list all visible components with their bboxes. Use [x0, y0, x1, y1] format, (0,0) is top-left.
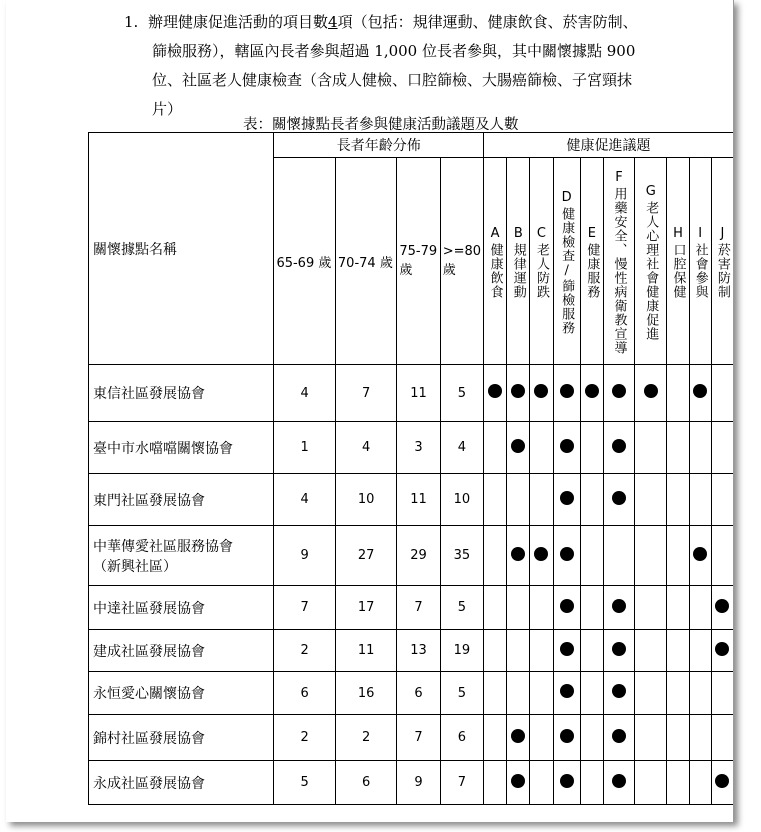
participation-dot-icon: [715, 599, 729, 613]
topic-header-stack: [713, 224, 732, 299]
topic-letter: F: [615, 169, 623, 185]
intro-line-1: [124, 8, 684, 37]
topic-label: 健康服務: [584, 242, 600, 299]
age-count-cell: 11: [397, 474, 440, 526]
intro-line1-pre: 辦理健康促進活動的項目數: [148, 13, 329, 31]
center-name-cell: [89, 474, 274, 526]
participation-dot-icon: [612, 774, 626, 788]
table-row: [89, 526, 734, 586]
participation-dot-icon: [612, 729, 626, 743]
topic-cell: [603, 422, 634, 474]
topic-column-header: [580, 158, 603, 365]
topic-cell: [530, 422, 553, 474]
participation-dot-icon: [693, 384, 707, 398]
topic-cell: [689, 630, 711, 672]
topic-cell: [484, 526, 507, 586]
center-name: 東門社區發展協會: [93, 492, 205, 509]
table-row: [89, 715, 734, 761]
center-name: 中達社區發展協會: [93, 600, 205, 617]
topic-cell: [507, 761, 530, 805]
participation-dot-icon: [693, 547, 707, 561]
topic-header-stack: [641, 182, 660, 341]
participation-dot-icon: [560, 547, 574, 561]
topic-cell: [689, 474, 711, 526]
table-row: [89, 365, 734, 422]
center-name: 臺中市水噹噹關懷協會: [93, 440, 233, 457]
age-count-cell: 11: [335, 630, 396, 672]
topic-cell: [507, 526, 530, 586]
participation-dot-icon: [560, 729, 574, 743]
table-row: [89, 672, 734, 715]
topic-column-header: [603, 158, 634, 365]
age-count-cell: 6: [440, 715, 483, 761]
center-name-cell: [89, 715, 274, 761]
topic-group-header: 健康促進議題: [484, 133, 734, 158]
topic-cell: [689, 586, 711, 630]
age-count-cell: 5: [440, 672, 483, 715]
age-count-cell: 27: [335, 526, 396, 586]
topic-label: 老人心理社會健康促進: [643, 200, 659, 341]
age-count-cell: 13: [397, 630, 440, 672]
topic-cell: [580, 365, 603, 422]
topic-cell: [553, 630, 580, 672]
center-name: 東信社區發展協會: [93, 386, 205, 402]
topic-cell: [484, 365, 507, 422]
table-row: [89, 761, 734, 805]
age-count-cell: 4: [335, 422, 396, 474]
center-name: 永恒愛心關懷協會: [93, 686, 205, 702]
topic-cell: [711, 526, 733, 586]
age-count-cell: 7: [274, 586, 335, 630]
list-number: 1.: [124, 13, 139, 31]
topic-header-stack: [582, 224, 601, 299]
topic-label: 口腔保健: [670, 242, 686, 299]
topic-column-header: [507, 158, 530, 365]
topic-cell: [484, 422, 507, 474]
topic-cell: [580, 761, 603, 805]
topic-cell: [603, 715, 634, 761]
participation-dot-icon: [612, 491, 626, 505]
topic-cell: [711, 365, 733, 422]
topic-cell: [484, 586, 507, 630]
topic-cell: [580, 474, 603, 526]
topic-cell: [603, 365, 634, 422]
topic-cell: [553, 474, 580, 526]
age-count-cell: 2: [274, 630, 335, 672]
topic-cell: [484, 630, 507, 672]
topic-cell: [580, 586, 603, 630]
participation-dot-icon: [560, 642, 574, 656]
topic-label: 用藥安全、慢性病衛教宣導: [611, 186, 627, 355]
topic-cell: [711, 422, 733, 474]
age-count-cell: 4: [274, 365, 335, 422]
topic-cell: [507, 474, 530, 526]
topic-cell: [530, 630, 553, 672]
topic-cell: [667, 715, 689, 761]
topic-cell: [711, 630, 733, 672]
age-count-cell: 19: [440, 630, 483, 672]
topic-cell: [689, 526, 711, 586]
topic-cell: [603, 672, 634, 715]
participation-dot-icon: [715, 774, 729, 788]
participation-dot-icon: [560, 684, 574, 698]
age-count-cell: 7: [440, 761, 483, 805]
topic-cell: [553, 672, 580, 715]
topic-label: 健康檢查/篩檢服務: [559, 206, 575, 335]
intro-line-4: 片）: [152, 100, 183, 118]
participation-dot-icon: [560, 774, 574, 788]
topic-cell: [635, 365, 667, 422]
center-name: 中華傳愛社區服務協會: [93, 538, 233, 555]
topic-column-header: [635, 158, 667, 365]
participation-dot-icon: [612, 599, 626, 613]
topic-cell: [635, 630, 667, 672]
topic-label: 社會參與: [692, 242, 708, 299]
topic-cell: [689, 365, 711, 422]
topic-header-stack: [610, 168, 629, 355]
age-column-header: 75-79 歲: [397, 158, 440, 365]
topic-cell: [580, 672, 603, 715]
age-count-cell: 17: [335, 586, 396, 630]
participation-dot-icon: [560, 491, 574, 505]
topic-cell: [553, 715, 580, 761]
topic-cell: [507, 715, 530, 761]
participation-dot-icon: [612, 439, 626, 453]
age-count-cell: 5: [440, 586, 483, 630]
topic-header-stack: [691, 224, 710, 299]
topic-cell: [635, 586, 667, 630]
topic-cell: [530, 526, 553, 586]
age-count-cell: 7: [335, 365, 396, 422]
topic-label: 規律運動: [510, 242, 526, 299]
participation-dot-icon: [585, 384, 599, 398]
age-count-cell: 10: [335, 474, 396, 526]
center-name: 錦村社區發展協會: [93, 730, 205, 747]
topic-cell: [603, 630, 634, 672]
participation-dot-icon: [511, 774, 525, 788]
topic-cell: [689, 761, 711, 805]
table-row: [89, 586, 734, 630]
name-column-header: 關懷據點名稱: [89, 133, 274, 365]
participation-dot-icon: [612, 684, 626, 698]
topic-cell: [484, 715, 507, 761]
center-name: 建成社區發展協會: [93, 643, 205, 660]
participation-dot-icon: [534, 384, 548, 398]
topic-cell: [711, 586, 733, 630]
topic-cell: [667, 422, 689, 474]
topic-cell: [580, 630, 603, 672]
topic-cell: [667, 672, 689, 715]
topic-cell: [635, 672, 667, 715]
age-count-cell: 3: [397, 422, 440, 474]
topic-cell: [484, 474, 507, 526]
age-count-cell: 9: [397, 761, 440, 805]
topic-cell: [667, 526, 689, 586]
topic-label: 健康飲食: [487, 242, 503, 299]
topic-letter: C: [536, 225, 546, 241]
participation-dot-icon: [560, 599, 574, 613]
topic-cell: [530, 586, 553, 630]
age-count-cell: 16: [335, 672, 396, 715]
topic-letter: I: [698, 225, 703, 241]
topic-cell: [484, 672, 507, 715]
topic-cell: [553, 761, 580, 805]
topic-column-header: [711, 158, 733, 365]
topic-cell: [484, 761, 507, 805]
age-column-header: 70-74 歲: [335, 158, 396, 365]
topic-cell: [711, 672, 733, 715]
age-count-cell: 6: [335, 761, 396, 805]
age-count-cell: 5: [440, 365, 483, 422]
age-count-cell: 4: [440, 422, 483, 474]
topic-cell: [507, 586, 530, 630]
topic-header-stack: [486, 224, 505, 299]
age-count-cell: 2: [274, 715, 335, 761]
intro-line-3: 位、社區老人健康檢查（含成人健檢、口腔篩檢、大腸癌篩檢、子宮頸抹: [152, 71, 633, 89]
age-column-header: >=80 歲: [440, 158, 483, 365]
topic-label: 菸害防制: [714, 242, 730, 299]
topic-cell: [507, 672, 530, 715]
topic-cell: [603, 526, 634, 586]
center-name-cell: [89, 365, 274, 422]
topic-cell: [530, 715, 553, 761]
topic-letter: D: [561, 189, 572, 205]
age-count-cell: 6: [397, 672, 440, 715]
age-count-cell: 10: [440, 474, 483, 526]
topic-cell: [603, 474, 634, 526]
participation-dot-icon: [560, 384, 574, 398]
center-name-cell: [89, 526, 274, 586]
topic-cell: [580, 422, 603, 474]
age-count-cell: 9: [274, 526, 335, 586]
participation-dot-icon: [560, 439, 574, 453]
topic-cell: [530, 672, 553, 715]
topic-cell: [667, 586, 689, 630]
topic-cell: [711, 474, 733, 526]
topic-cell: [635, 422, 667, 474]
topic-cell: [507, 630, 530, 672]
activity-count: 4: [328, 13, 338, 31]
topic-cell: [553, 586, 580, 630]
participation-dot-icon: [612, 384, 626, 398]
topic-cell: [580, 715, 603, 761]
participation-dot-icon: [511, 384, 525, 398]
topic-cell: [711, 761, 733, 805]
topic-letter: J: [720, 225, 725, 241]
participation-dot-icon: [644, 384, 658, 398]
topic-cell: [553, 365, 580, 422]
document-page: [6, 0, 734, 822]
topic-cell: [711, 715, 733, 761]
table-row: [89, 630, 734, 672]
age-count-cell: 6: [274, 672, 335, 715]
topic-cell: [530, 761, 553, 805]
intro-line1-post: 項（包括：規律運動、健康飲食、菸害防制、: [337, 13, 638, 31]
topic-letter: B: [513, 225, 523, 241]
topic-cell: [667, 630, 689, 672]
age-column-header: 65-69 歲: [274, 158, 335, 365]
topic-letter: H: [673, 225, 683, 241]
center-name-cell: [89, 761, 274, 805]
topic-cell: [667, 365, 689, 422]
topic-column-header: [689, 158, 711, 365]
center-name: （新興社區）: [93, 558, 177, 575]
topic-label: 老人防跌: [533, 242, 549, 299]
topic-letter: E: [587, 225, 596, 241]
topic-cell: [530, 365, 553, 422]
age-count-cell: 4: [274, 474, 335, 526]
topic-header-stack: [668, 224, 687, 299]
topic-cell: [689, 672, 711, 715]
participation-dot-icon: [612, 642, 626, 656]
age-group-header: 長者年齡分佈: [274, 133, 484, 158]
topic-letter: A: [490, 225, 500, 241]
topic-cell: [667, 761, 689, 805]
topic-cell: [635, 761, 667, 805]
topic-header-stack: [557, 188, 576, 335]
participation-dot-icon: [511, 439, 525, 453]
center-name: 永成社區發展協會: [93, 775, 205, 792]
topic-column-header: [553, 158, 580, 365]
age-count-cell: 5: [274, 761, 335, 805]
age-count-cell: 7: [397, 586, 440, 630]
intro-paragraph: [124, 8, 684, 124]
table-row: [89, 474, 734, 526]
participation-dot-icon: [534, 547, 548, 561]
topic-cell: [507, 365, 530, 422]
participation-dot-icon: [511, 729, 525, 743]
center-name-cell: [89, 672, 274, 715]
topic-cell: [507, 422, 530, 474]
age-count-cell: 7: [397, 715, 440, 761]
table-caption: 表：關懷據點長者參與健康活動議題及人數: [243, 117, 519, 133]
topic-cell: [689, 715, 711, 761]
topic-column-header: [667, 158, 689, 365]
topic-header-stack: [532, 224, 551, 299]
topic-cell: [635, 526, 667, 586]
topic-cell: [635, 474, 667, 526]
age-count-cell: 2: [335, 715, 396, 761]
participation-table: [88, 132, 734, 805]
topic-cell: [635, 715, 667, 761]
topic-cell: [553, 422, 580, 474]
participation-dot-icon: [488, 384, 502, 398]
participation-dot-icon: [715, 642, 729, 656]
age-count-cell: 29: [397, 526, 440, 586]
center-name-cell: [89, 630, 274, 672]
table-row: [89, 422, 734, 474]
topic-header-stack: [509, 224, 528, 299]
topic-cell: [603, 586, 634, 630]
topic-cell: [530, 474, 553, 526]
topic-cell: [553, 526, 580, 586]
age-count-cell: 11: [397, 365, 440, 422]
topic-cell: [667, 474, 689, 526]
topic-letter: G: [645, 183, 656, 199]
intro-line-2: 篩檢服務），轄區內長者參與超過 1,000 位長者參與，其中關懷據點 900: [152, 42, 636, 60]
age-count-cell: 35: [440, 526, 483, 586]
age-count-cell: 1: [274, 422, 335, 474]
topic-column-header: [530, 158, 553, 365]
center-name-cell: [89, 422, 274, 474]
topic-cell: [580, 526, 603, 586]
center-name-cell: [89, 586, 274, 630]
participation-dot-icon: [511, 547, 525, 561]
topic-column-header: [484, 158, 507, 365]
topic-cell: [603, 761, 634, 805]
topic-cell: [689, 422, 711, 474]
